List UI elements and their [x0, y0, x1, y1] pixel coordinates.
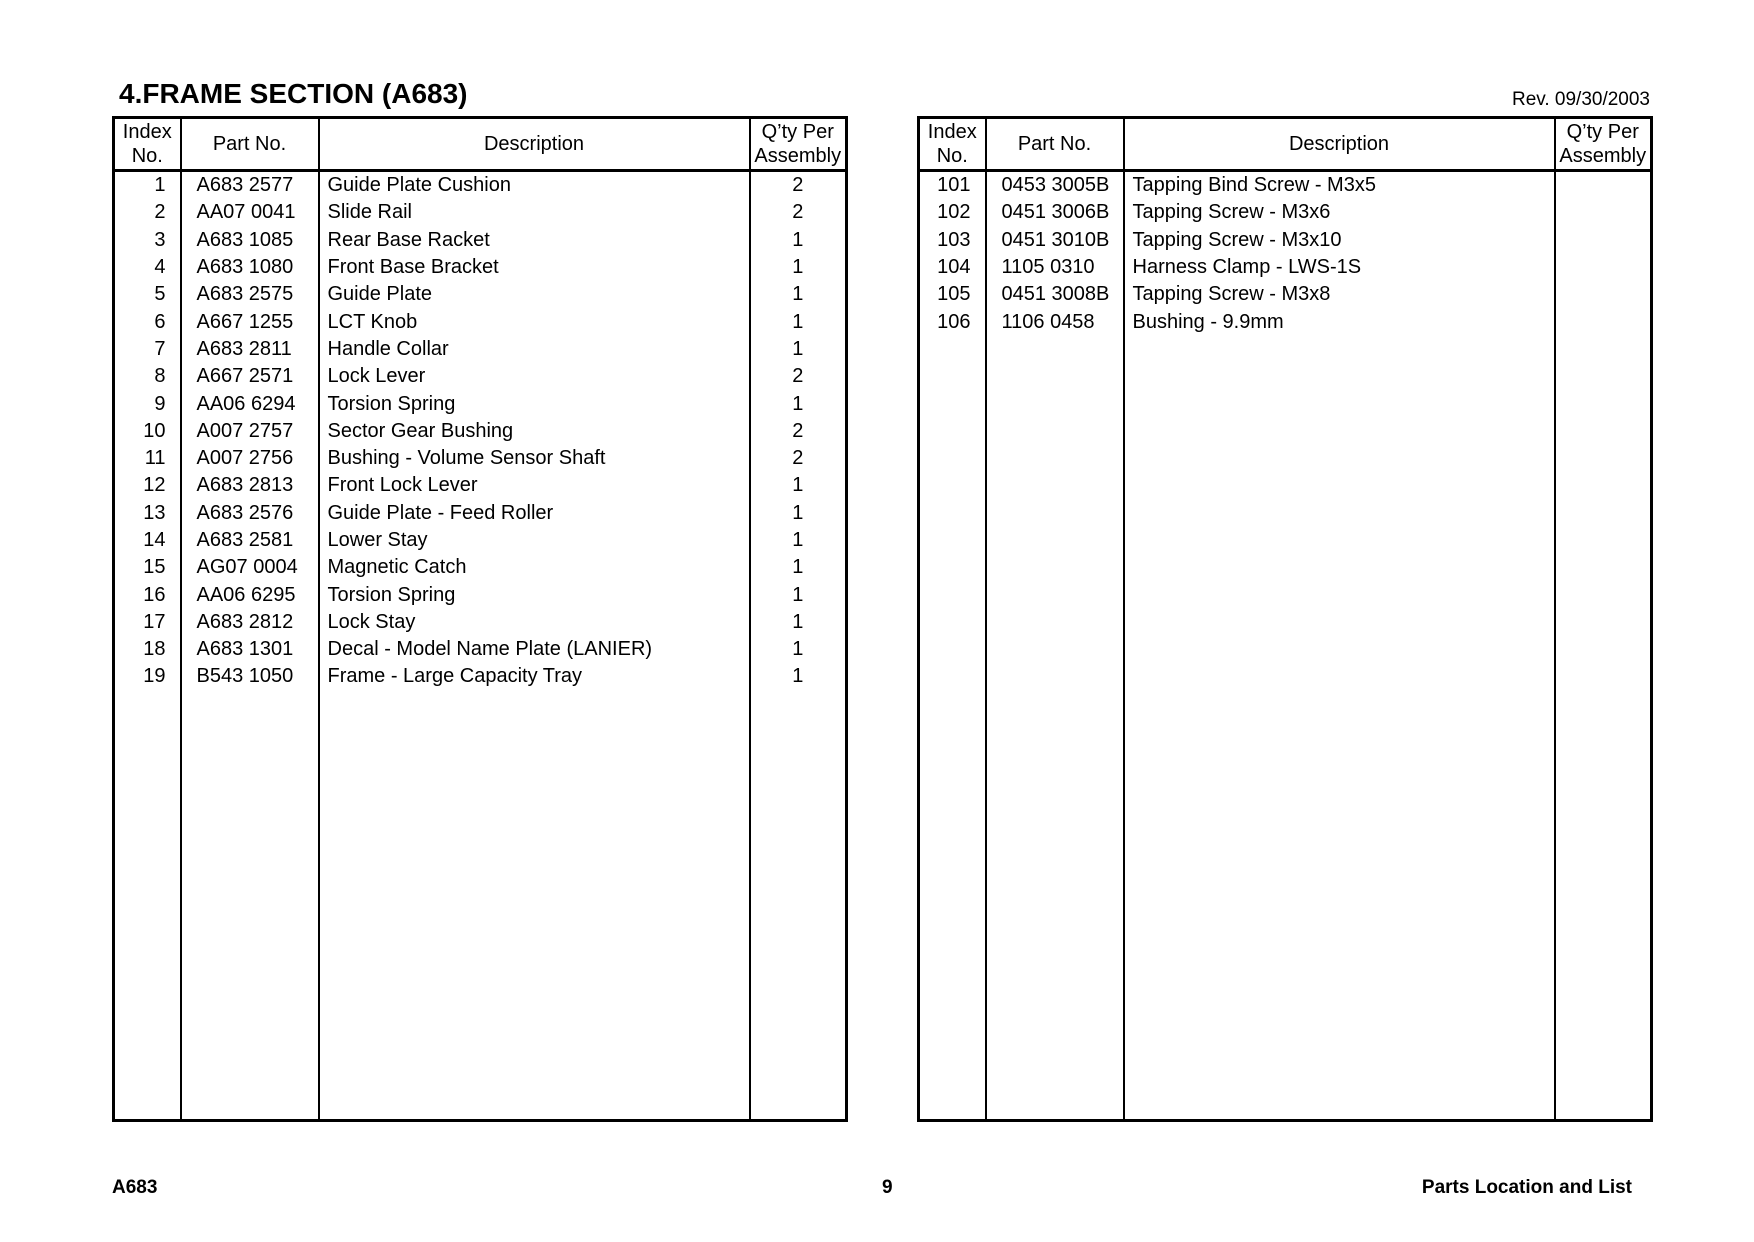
qty-cell: 1	[750, 390, 847, 417]
qty-cell: 1	[750, 500, 847, 527]
index-cell: 101	[937, 174, 971, 197]
description-cell: Bushing - 9.9mm	[1124, 308, 1555, 335]
index-cell: 16	[143, 583, 166, 606]
qty-cell: 1	[750, 281, 847, 308]
description-cell: Frame - Large Capacity Tray	[319, 663, 750, 690]
table-row	[114, 554, 847, 581]
table-row	[114, 527, 847, 554]
index-cell: 17	[143, 610, 166, 633]
qty-cell	[1555, 171, 1652, 200]
index-cell: 10	[143, 419, 166, 442]
table-row	[114, 500, 847, 527]
footer-section-name: Parts Location and List	[1421, 1177, 1632, 1198]
description-cell: Sector Gear Bushing	[319, 418, 750, 445]
index-cell: 3	[154, 228, 166, 251]
part-no-cell: A683 2813	[181, 472, 319, 499]
description-cell: Decal - Model Name Plate (LANIER)	[319, 636, 750, 663]
description-cell: Tapping Screw - M3x6	[1124, 199, 1555, 226]
description-cell: Tapping Screw - M3x10	[1124, 227, 1555, 254]
part-no-cell: 0453 3005B	[986, 171, 1124, 200]
qty-cell	[1555, 199, 1652, 226]
part-no-cell: A683 2581	[181, 527, 319, 554]
index-cell: 105	[937, 283, 971, 306]
parts-table-right	[917, 116, 1653, 1122]
description-header: Description	[319, 118, 750, 171]
part-no-header: Part No.	[181, 118, 319, 171]
index-cell: 18	[143, 638, 166, 661]
index-cell: 104	[937, 256, 971, 279]
qty-cell: 1	[750, 472, 847, 499]
description-cell: Handle Collar	[319, 336, 750, 363]
table-row	[114, 363, 847, 390]
empty-cell	[1124, 336, 1555, 1120]
description-cell: Slide Rail	[319, 199, 750, 226]
index-cell: 12	[143, 474, 166, 497]
table-row	[114, 171, 847, 200]
index-header: Index No.	[919, 118, 986, 171]
qty-cell: 1	[750, 227, 847, 254]
qty-cell: 2	[750, 418, 847, 445]
index-cell: 2	[154, 201, 166, 224]
part-no-cell: A683 2577	[181, 171, 319, 200]
page-title: 4.FRAME SECTION (A683)	[119, 78, 468, 109]
empty-cell	[986, 336, 1124, 1120]
part-no-cell: AA06 6295	[181, 581, 319, 608]
parts-table-left	[112, 116, 848, 1122]
description-cell: Torsion Spring	[319, 581, 750, 608]
part-no-cell: 0451 3008B	[986, 281, 1124, 308]
description-cell: Lower Stay	[319, 527, 750, 554]
table-row	[919, 199, 1652, 226]
part-no-cell: A683 2812	[181, 609, 319, 636]
part-no-cell: A683 1080	[181, 254, 319, 281]
empty-cell	[750, 691, 847, 1120]
qty-header: Q’ty Per Assembly	[750, 118, 847, 171]
qty-cell: 1	[750, 336, 847, 363]
qty-cell: 1	[750, 663, 847, 690]
part-no-cell: A683 2811	[181, 336, 319, 363]
qty-header: Q’ty Per Assembly	[1555, 118, 1652, 171]
footer-page-number: 9	[882, 1177, 893, 1198]
table-row	[114, 472, 847, 499]
index-cell: 14	[143, 529, 166, 551]
index-cell: 6	[154, 310, 166, 333]
description-cell: Tapping Bind Screw - M3x5	[1124, 171, 1555, 200]
parts-table-left-body	[114, 171, 847, 1121]
index-cell: 19	[143, 665, 166, 688]
description-cell: Guide Plate - Feed Roller	[319, 500, 750, 527]
qty-cell: 2	[750, 171, 847, 200]
qty-cell	[1555, 227, 1652, 254]
revision-date: Rev. 09/30/2003	[1511, 89, 1650, 110]
part-no-cell: A667 1255	[181, 308, 319, 335]
qty-cell: 1	[750, 254, 847, 281]
description-cell: Lock Stay	[319, 609, 750, 636]
table-row	[114, 308, 847, 335]
part-no-cell: AA06 6294	[181, 390, 319, 417]
qty-cell: 1	[750, 581, 847, 608]
part-no-cell: 0451 3010B	[986, 227, 1124, 254]
index-cell: 4	[154, 256, 166, 279]
qty-cell: 1	[750, 527, 847, 554]
index-cell: 106	[937, 310, 971, 333]
index-cell: 1	[154, 174, 166, 197]
table-row	[919, 171, 1652, 200]
qty-cell: 1	[750, 308, 847, 335]
qty-cell: 1	[750, 636, 847, 663]
part-no-cell: AA07 0041	[181, 199, 319, 226]
index-cell: 5	[154, 283, 166, 306]
description-cell: Harness Clamp - LWS-1S	[1124, 254, 1555, 281]
table-row	[114, 609, 847, 636]
part-no-cell: AG07 0004	[181, 554, 319, 581]
table-row	[114, 636, 847, 663]
table-row	[114, 390, 847, 417]
description-header: Description	[1124, 118, 1555, 171]
empty-cell	[181, 691, 319, 1120]
part-no-cell: A683 2575	[181, 281, 319, 308]
description-cell: Bushing - Volume Sensor Shaft	[319, 445, 750, 472]
index-cell: 13	[143, 501, 166, 524]
table-filler-row	[114, 691, 847, 1120]
footer-model: A683	[112, 1177, 158, 1198]
table-row	[114, 445, 847, 472]
empty-cell	[319, 691, 750, 1120]
description-cell: Front Base Bracket	[319, 254, 750, 281]
part-no-header: Part No.	[986, 118, 1124, 171]
empty-cell	[114, 691, 181, 1120]
table-row	[114, 199, 847, 226]
index-cell: 7	[154, 337, 166, 360]
table-row	[114, 418, 847, 445]
parts-table-right-body	[919, 171, 1652, 1121]
qty-cell: 1	[750, 554, 847, 581]
table-row	[114, 281, 847, 308]
qty-cell: 2	[750, 363, 847, 390]
qty-cell	[1555, 308, 1652, 335]
table-header-row	[919, 118, 1652, 171]
description-cell: Front Lock Lever	[319, 472, 750, 499]
qty-cell: 2	[750, 199, 847, 226]
description-cell: LCT Knob	[319, 308, 750, 335]
description-cell: Torsion Spring	[319, 390, 750, 417]
index-cell: 8	[154, 365, 166, 388]
index-cell: 102	[937, 201, 971, 224]
index-cell: 15	[143, 556, 166, 579]
table-row	[919, 254, 1652, 281]
description-cell: Tapping Screw - M3x8	[1124, 281, 1555, 308]
part-no-cell: B543 1050	[181, 663, 319, 690]
description-cell: Guide Plate Cushion	[319, 171, 750, 200]
index-cell: 9	[154, 392, 166, 415]
part-no-cell: A683 2576	[181, 500, 319, 527]
description-cell: Lock Lever	[319, 363, 750, 390]
empty-cell	[1555, 336, 1652, 1120]
part-no-cell: A683 1085	[181, 227, 319, 254]
table-row	[919, 227, 1652, 254]
table-row	[114, 227, 847, 254]
table-row	[114, 336, 847, 363]
table-row	[114, 254, 847, 281]
table-row	[919, 281, 1652, 308]
table-header-row	[114, 118, 847, 171]
part-no-cell: A683 1301	[181, 636, 319, 663]
part-no-cell: 1105 0310	[986, 254, 1124, 281]
part-no-cell: A007 2756	[181, 445, 319, 472]
description-cell: Guide Plate	[319, 281, 750, 308]
index-header: Index No.	[114, 118, 181, 171]
table-filler-row	[919, 336, 1652, 1120]
part-no-cell: 1106 0458	[986, 308, 1124, 335]
index-cell: 11	[144, 447, 166, 470]
qty-cell: 1	[750, 609, 847, 636]
qty-cell	[1555, 281, 1652, 308]
description-cell: Rear Base Racket	[319, 227, 750, 254]
part-no-cell: A667 2571	[181, 363, 319, 390]
table-row	[114, 663, 847, 690]
part-no-cell: A007 2757	[181, 418, 319, 445]
index-cell: 103	[937, 228, 971, 251]
qty-cell: 2	[750, 445, 847, 472]
empty-cell	[919, 336, 986, 1120]
description-cell: Magnetic Catch	[319, 554, 750, 581]
qty-cell	[1555, 254, 1652, 281]
part-no-cell: 0451 3006B	[986, 199, 1124, 226]
table-row	[919, 308, 1652, 335]
table-row	[114, 581, 847, 608]
